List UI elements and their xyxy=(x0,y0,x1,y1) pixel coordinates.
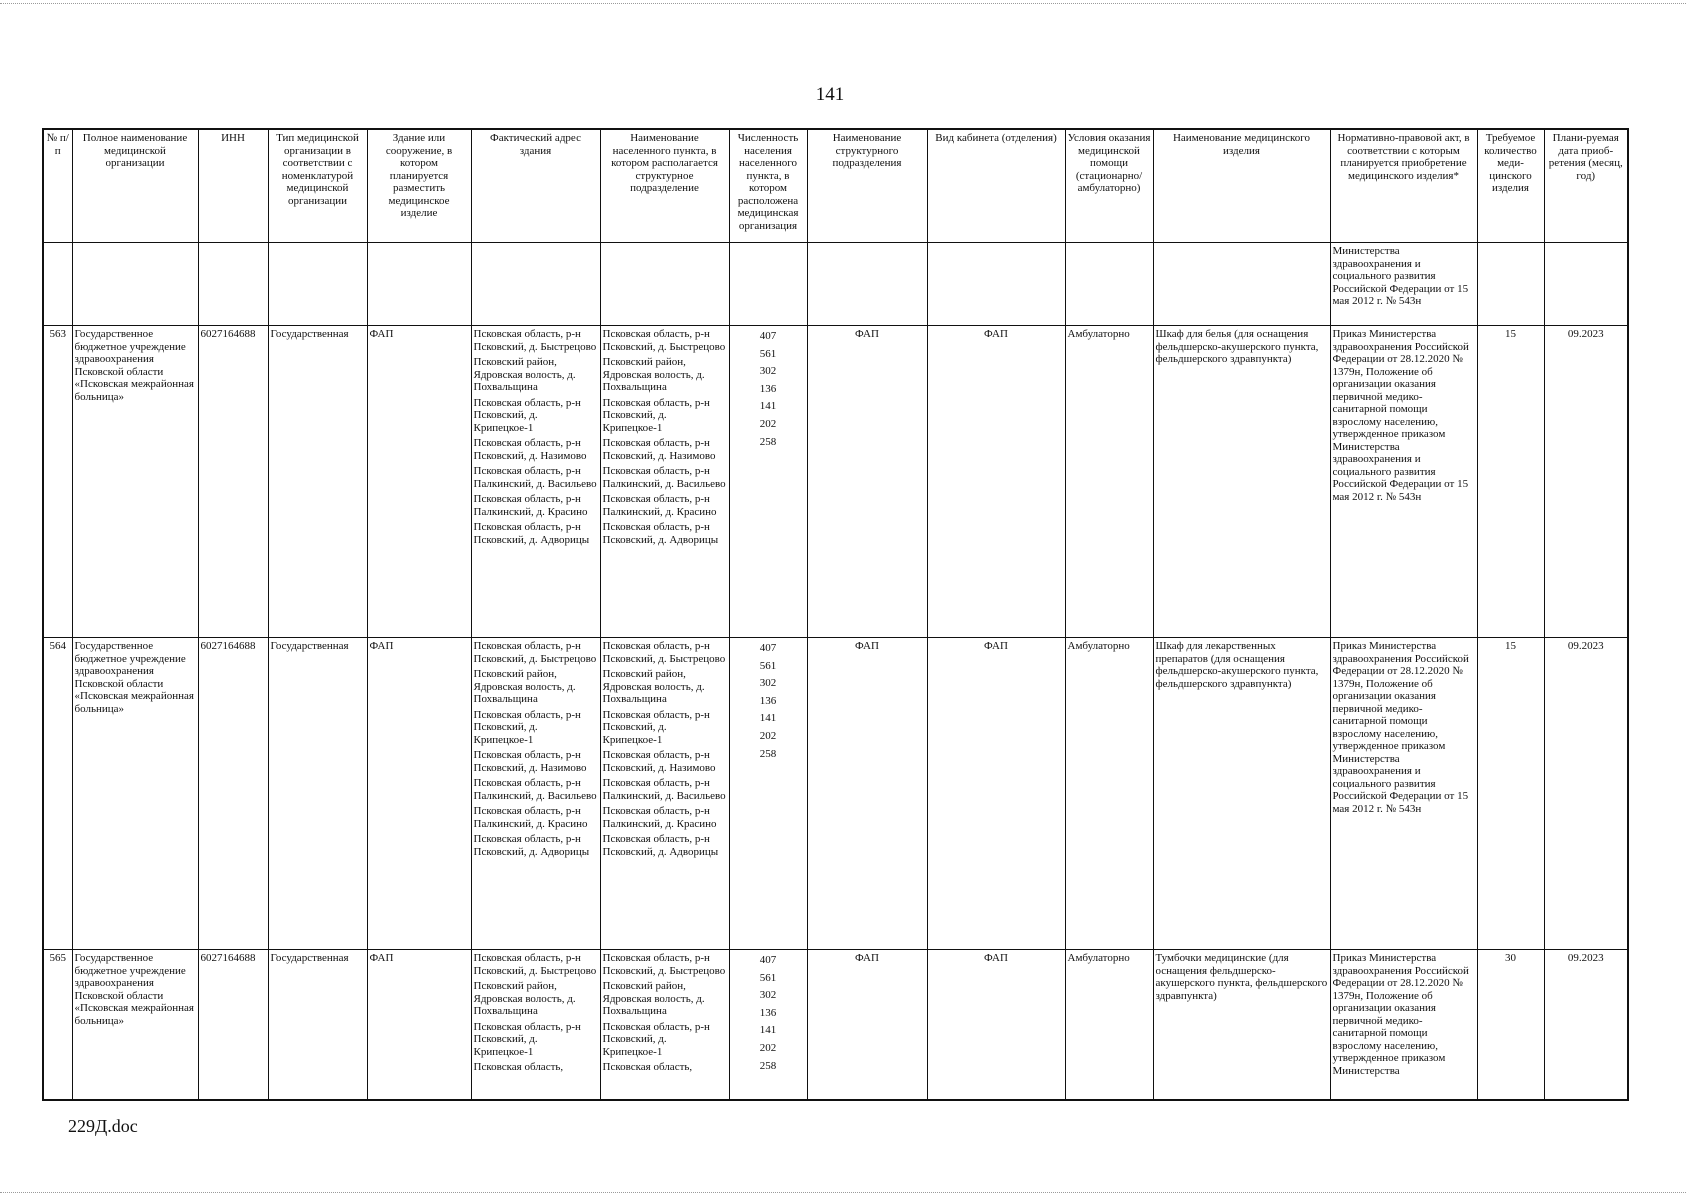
address-item: Псковская область, р-н Псковский, д. Быстрецово xyxy=(473,640,597,665)
population-value: 202 xyxy=(759,729,777,742)
population-value: 302 xyxy=(759,365,777,378)
header-row xyxy=(43,129,1628,243)
cell-org-type: Государственная xyxy=(268,950,367,1101)
cell-population xyxy=(729,638,807,950)
cell-cabinet: ФАП xyxy=(927,950,1065,1101)
column-header: Плани-руемая дата приоб-ретения (месяц, год) xyxy=(1544,129,1628,243)
column-header: Вид кабинета (отделения) xyxy=(927,129,1065,243)
cell-settlements xyxy=(600,326,729,638)
cell-building: ФАП xyxy=(367,950,471,1101)
column-header: Численность населения населенного пункта, в котором расположена медицинская организация xyxy=(729,129,807,243)
address-item: Псковская область, р-н Палкинский, д. Красино xyxy=(473,805,588,830)
footer-filename: 229Д.doc xyxy=(68,1116,138,1136)
cell-building: ФАП xyxy=(367,326,471,638)
address-item: Псковская область, р-н Псковский, д. Адворицы xyxy=(473,521,590,546)
settlement-item: Псковская область, р-н Псковский, д. Назимово xyxy=(602,437,716,462)
cell-organization: Государственное бюджетное учреждение здравоохранения Псковской области «Псковская межрайонная больница» xyxy=(72,638,198,950)
address-item: Псковская область, xyxy=(473,1061,564,1073)
address-item: Псковская область, р-н Псковский, д. Назимово xyxy=(473,437,587,462)
column-header: Полное наименование медицинской организации xyxy=(72,129,198,243)
scan-edge-top xyxy=(0,3,1686,4)
cell-quantity: 15 xyxy=(1477,638,1544,950)
population-value: 136 xyxy=(759,382,777,395)
settlement-item: Псковская область, р-н Псковский, д. Крипецкое-1 xyxy=(602,1020,710,1058)
settlement-item: Псковская область, р-н Палкинский, д. Васильево xyxy=(602,777,726,802)
cell-empty xyxy=(729,243,807,326)
cell-date: 09.2023 xyxy=(1544,950,1628,1101)
column-header: № п/п xyxy=(43,129,72,243)
cell-settlements xyxy=(600,950,729,1101)
population-value: 561 xyxy=(759,659,777,672)
cell-cabinet: ФАП xyxy=(927,638,1065,950)
cell-empty xyxy=(1153,243,1330,326)
settlement-item: Псковский район, Ядровская волость, д. Похвальщина xyxy=(602,356,705,393)
cell-empty xyxy=(367,243,471,326)
population-value: 258 xyxy=(759,435,777,448)
column-header: Условия оказания медицинской помощи (стационарно/ амбулаторно) xyxy=(1065,129,1153,243)
cell-building: ФАП xyxy=(367,638,471,950)
cell-inn: 6027164688 xyxy=(198,638,268,950)
address-item: Псковская область, р-н Псковский, д. Крипецкое-1 xyxy=(473,396,581,434)
address-item: Псковская область, р-н Псковский, д. Быстрецово xyxy=(473,328,597,353)
cell-empty xyxy=(198,243,268,326)
cell-inn: 6027164688 xyxy=(198,950,268,1101)
cell-empty xyxy=(471,243,600,326)
cell-legal-act: Приказ Министерства здравоохранения Российской Федерации от 28.12.2020 № 1379н, Положение об организации оказания первичной медико-санитарной помощи взрослому населению, утвержденное приказом Министерства xyxy=(1330,950,1477,1101)
settlement-item: Псковская область, р-н Псковский, д. Быстрецово xyxy=(602,952,726,977)
cell-addresses xyxy=(471,326,600,638)
population-value: 141 xyxy=(759,712,777,725)
cell-conditions: Амбулаторно xyxy=(1065,326,1153,638)
population-value: 202 xyxy=(759,1041,777,1054)
column-header: Нормативно-правовой акт, в соответствии с которым планируется приобретение медицинского изделия* xyxy=(1330,129,1477,243)
population-value: 302 xyxy=(759,989,777,1002)
settlement-item: Псковская область, р-н Псковский, д. Адворицы xyxy=(602,521,719,546)
cell-device: Шкаф для белья (для оснащения фельдшерско-акушерского пункта, фельдшерского здравпункта) xyxy=(1153,326,1330,638)
address-item: Псковская область, р-н Псковский, д. Быстрецово xyxy=(473,952,597,977)
column-header: Наименование населенного пункта, в котором располагается структурное подразделение xyxy=(600,129,729,243)
column-header: Фактический адрес здания xyxy=(471,129,600,243)
address-item: Псковский район, Ядровская волость, д. Похвальщина xyxy=(473,980,576,1017)
cell-structural-unit: ФАП xyxy=(807,950,927,1101)
population-value: 136 xyxy=(759,1006,777,1019)
cell-conditions: Амбулаторно xyxy=(1065,950,1153,1101)
cell-legal-act: Приказ Министерства здравоохранения Российской Федерации от 28.12.2020 № 1379н, Положение об организации оказания первичной медико-санитарной помощи взрослому населению, утвержденное приказом Министерства здравоохранения и социального развития Российской Федерации от 15 мая 2012 г. № 543н xyxy=(1330,638,1477,950)
cell-population xyxy=(729,326,807,638)
address-item: Псковская область, р-н Псковский, д. Крипецкое-1 xyxy=(473,1020,581,1058)
cell-legal-act: Приказ Министерства здравоохранения Российской Федерации от 28.12.2020 № 1379н, Положение об организации оказания первичной медико-санитарной помощи взрослому населению, утвержденное приказом Министерства здравоохранения и социального развития Российской Федерации от 15 мая 2012 г. № 543н xyxy=(1330,326,1477,638)
cell-cabinet: ФАП xyxy=(927,326,1065,638)
table-row xyxy=(43,326,1628,638)
settlement-item: Псковская область, р-н Палкинский, д. Васильево xyxy=(602,465,726,490)
population-value: 202 xyxy=(759,417,777,430)
cell-empty xyxy=(43,243,72,326)
population-value: 561 xyxy=(759,347,777,360)
column-header: Наименование медицинского изделия xyxy=(1153,129,1330,243)
population-value: 561 xyxy=(759,971,777,984)
settlement-item: Псковская область, р-н Псковский, д. Крипецкое-1 xyxy=(602,708,710,746)
equipment-table xyxy=(42,128,1629,1101)
cell-organization: Государственное бюджетное учреждение здравоохранения Псковской области «Псковская межрайонная больница» xyxy=(72,326,198,638)
column-header: Наименование структурного подразделения xyxy=(807,129,927,243)
cell-structural-unit: ФАП xyxy=(807,326,927,638)
column-header: Здание или сооружение, в котором планируется разместить медицинское изделие xyxy=(367,129,471,243)
table-row xyxy=(43,638,1628,950)
settlement-item: Псковская область, xyxy=(602,1061,693,1073)
population-value: 407 xyxy=(759,954,777,966)
cell-addresses xyxy=(471,950,600,1101)
scan-edge-bottom xyxy=(0,1192,1686,1193)
column-header: Требуемое количество меди-цинского изделия xyxy=(1477,129,1544,243)
cell-date: 09.2023 xyxy=(1544,638,1628,950)
cell-empty xyxy=(927,243,1065,326)
column-header: Тип медицинской организации в соответствии с номенклатурой медицинской организации xyxy=(268,129,367,243)
cell-date: 09.2023 xyxy=(1544,326,1628,638)
address-item: Псковская область, р-н Псковский, д. Адворицы xyxy=(473,833,590,858)
cell-device: Шкаф для лекарственных препаратов (для оснащения фельдшерско-акушерского пункта, фельдшерского здравпункта) xyxy=(1153,638,1330,950)
cell-number: 565 xyxy=(43,950,72,1101)
cell-quantity: 15 xyxy=(1477,326,1544,638)
address-item: Псковская область, р-н Палкинский, д. Васильево xyxy=(473,777,597,802)
settlement-item: Псковская область, р-н Псковский, д. Быстрецово xyxy=(602,328,726,353)
settlement-item: Псковская область, р-н Псковский, д. Адворицы xyxy=(602,833,719,858)
cell-settlements xyxy=(600,638,729,950)
cell-device: Тумбочки медицинские (для оснащения фельдшерско-акушерского пункта, фельдшерского здравпункта) xyxy=(1153,950,1330,1101)
cell-legal-act-continuation: Министерства здравоохранения и социального развития Российской Федерации от 15 мая 2012 г. № 543н xyxy=(1330,243,1477,326)
population-value: 302 xyxy=(759,677,777,690)
column-header: ИНН xyxy=(198,129,268,243)
population-value: 258 xyxy=(759,747,777,760)
cell-empty xyxy=(72,243,198,326)
cell-org-type: Государственная xyxy=(268,326,367,638)
cell-conditions: Амбулаторно xyxy=(1065,638,1153,950)
address-item: Псковская область, р-н Псковский, д. Назимово xyxy=(473,749,587,774)
address-item: Псковская область, р-н Палкинский, д. Васильево xyxy=(473,465,597,490)
settlement-item: Псковская область, р-н Палкинский, д. Красино xyxy=(602,493,717,518)
address-item: Псковская область, р-н Псковский, д. Крипецкое-1 xyxy=(473,708,581,746)
settlement-item: Псковская область, р-н Псковский, д. Быстрецово xyxy=(602,640,726,665)
cell-empty xyxy=(807,243,927,326)
table-row xyxy=(43,950,1628,1101)
cell-org-type: Государственная xyxy=(268,638,367,950)
cell-organization: Государственное бюджетное учреждение здравоохранения Псковской области «Псковская межрайонная больница» xyxy=(72,950,198,1101)
cell-empty xyxy=(1477,243,1544,326)
cell-addresses xyxy=(471,638,600,950)
settlement-item: Псковская область, р-н Псковский, д. Крипецкое-1 xyxy=(602,396,710,434)
cell-quantity: 30 xyxy=(1477,950,1544,1101)
settlement-item: Псковский район, Ядровская волость, д. Похвальщина xyxy=(602,668,705,705)
cell-number: 563 xyxy=(43,326,72,638)
population-value: 136 xyxy=(759,694,777,707)
cell-empty xyxy=(1544,243,1628,326)
population-value: 141 xyxy=(759,400,777,413)
continuation-row xyxy=(43,243,1628,326)
address-item: Псковская область, р-н Палкинский, д. Красино xyxy=(473,493,588,518)
cell-empty xyxy=(600,243,729,326)
cell-inn: 6027164688 xyxy=(198,326,268,638)
population-value: 407 xyxy=(759,330,777,342)
settlement-item: Псковский район, Ядровская волость, д. Похвальщина xyxy=(602,980,705,1017)
address-item: Псковский район, Ядровская волость, д. Похвальщина xyxy=(473,356,576,393)
settlement-item: Псковская область, р-н Палкинский, д. Красино xyxy=(602,805,717,830)
address-item: Псковский район, Ядровская волость, д. Похвальщина xyxy=(473,668,576,705)
page-number: 141 xyxy=(815,84,845,105)
population-value: 407 xyxy=(759,642,777,654)
settlement-item: Псковская область, р-н Псковский, д. Назимово xyxy=(602,749,716,774)
cell-number: 564 xyxy=(43,638,72,950)
population-value: 258 xyxy=(759,1059,777,1072)
cell-empty xyxy=(268,243,367,326)
cell-structural-unit: ФАП xyxy=(807,638,927,950)
cell-population xyxy=(729,950,807,1101)
population-value: 141 xyxy=(759,1024,777,1037)
cell-empty xyxy=(1065,243,1153,326)
